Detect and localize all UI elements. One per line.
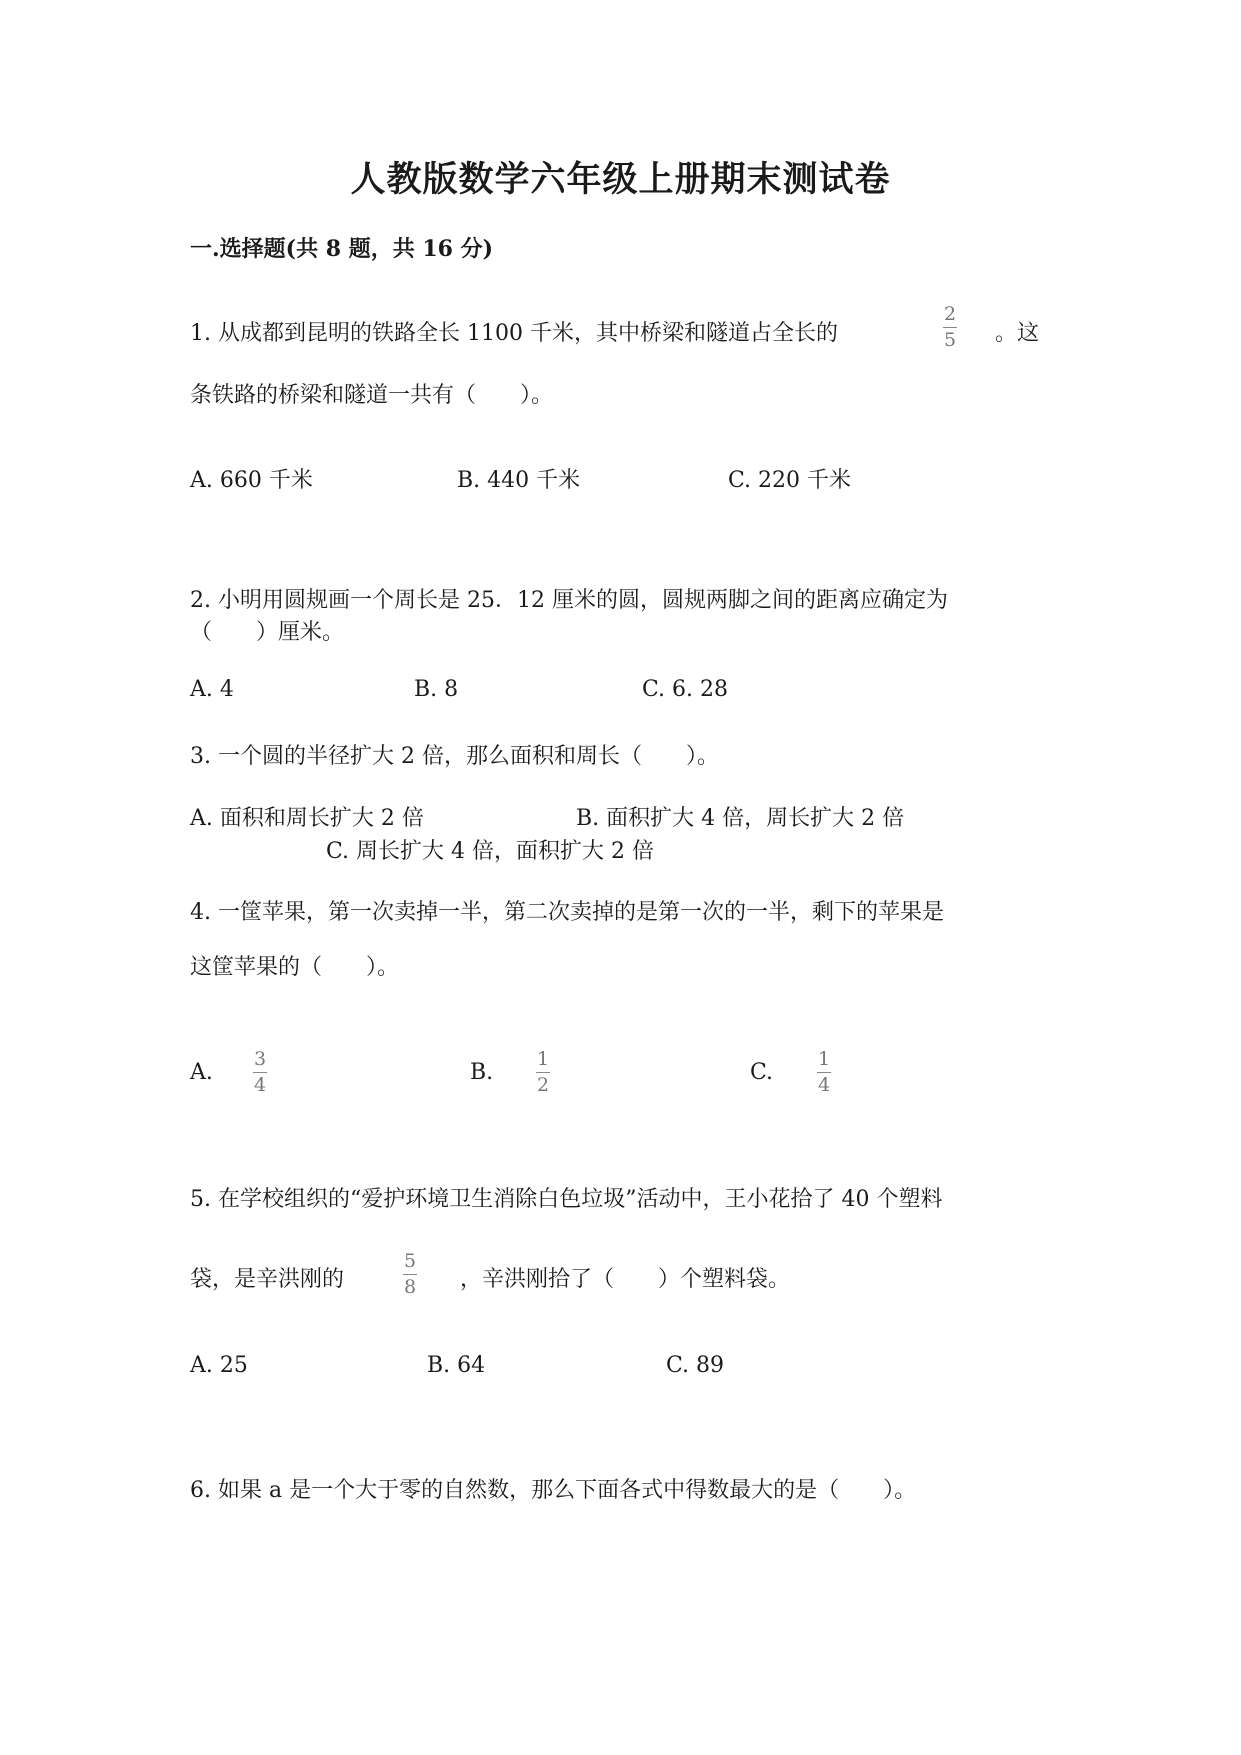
- q4-option-c-fraction[interactable]: [817, 1050, 831, 1095]
- q1-option-a[interactable]: A. 660 千米: [190, 468, 313, 493]
- q1-fraction: [943, 305, 957, 350]
- q5-option-b[interactable]: B. 64: [427, 1353, 486, 1378]
- q3-line1: 3. 一个圆的半径扩大 2 倍，那么面积和周长（ ）。: [190, 744, 719, 769]
- q1-line2: 条铁路的桥梁和隧道一共有（ ）。: [190, 383, 554, 408]
- q4-option-a-fraction[interactable]: [253, 1050, 267, 1095]
- fraction-bar: [403, 1274, 417, 1275]
- q5-option-c[interactable]: C. 89: [666, 1353, 725, 1378]
- page-title: 人教版数学六年级上册期末测试卷: [350, 159, 891, 200]
- q4-line2: 这筐苹果的（ ）。: [190, 955, 400, 980]
- q4-a-den: 4: [253, 1074, 267, 1096]
- q5-frac-num: 5: [403, 1250, 417, 1272]
- fraction-bar: [253, 1072, 267, 1073]
- q4-option-a-label[interactable]: A.: [190, 1060, 213, 1085]
- q2-option-c[interactable]: C. 6. 28: [642, 677, 729, 702]
- q4-c-den: 4: [817, 1074, 831, 1096]
- q5-line2-end: ，辛洪刚拾了（ ）个塑料袋。: [460, 1267, 791, 1292]
- q4-option-b-label[interactable]: B.: [470, 1060, 494, 1085]
- q5-line2-start: 袋，是辛洪刚的: [190, 1267, 345, 1292]
- q4-option-b-fraction[interactable]: [536, 1050, 550, 1095]
- q6-line1: 6. 如果 a 是一个大于零的自然数，那么下面各式中得数最大的是（ ）。: [190, 1478, 917, 1503]
- q2-option-a[interactable]: A. 4: [190, 677, 234, 702]
- q4-b-num: 1: [536, 1048, 550, 1070]
- q5-frac-den: 8: [403, 1276, 417, 1298]
- q4-b-den: 2: [536, 1074, 550, 1096]
- q1-line1-end: 。这: [995, 321, 1040, 346]
- q1-frac-num: 2: [943, 303, 957, 325]
- q3-option-a[interactable]: A. 面积和周长扩大 2 倍: [190, 806, 424, 831]
- q3-option-c[interactable]: C. 周长扩大 4 倍，面积扩大 2 倍: [326, 839, 655, 864]
- q1-frac-den: 5: [943, 329, 957, 351]
- q3-option-b[interactable]: B. 面积扩大 4 倍，周长扩大 2 倍: [576, 806, 905, 831]
- q2-line2: （ ）厘米。: [190, 620, 345, 645]
- q4-c-num: 1: [817, 1048, 831, 1070]
- section-heading: 一.选择题(共 8 题，共 16 分): [190, 236, 494, 262]
- q2-line1: 2. 小明用圆规画一个周长是 25．12 厘米的圆，圆规两脚之间的距离应确定为: [190, 588, 948, 613]
- q2-option-b[interactable]: B. 8: [414, 677, 459, 702]
- fraction-bar: [817, 1072, 831, 1073]
- q4-line1: 4. 一筐苹果，第一次卖掉一半，第二次卖掉的是第一次的一半，剩下的苹果是: [190, 900, 944, 925]
- q4-option-c-label[interactable]: C.: [750, 1060, 774, 1085]
- q5-option-a[interactable]: A. 25: [190, 1353, 248, 1378]
- q1-line1: 1. 从成都到昆明的铁路全长 1100 千米，其中桥梁和隧道占全长的: [190, 321, 838, 346]
- fraction-bar: [536, 1072, 550, 1073]
- q1-option-c[interactable]: C. 220 千米: [728, 468, 852, 493]
- fraction-bar: [943, 327, 957, 328]
- q5-fraction: [403, 1252, 417, 1297]
- q1-option-b[interactable]: B. 440 千米: [457, 468, 581, 493]
- q4-a-num: 3: [253, 1048, 267, 1070]
- q5-line1: 5. 在学校组织的“爱护环境卫生消除白色垃圾”活动中，王小花拾了 40 个塑料: [190, 1187, 943, 1212]
